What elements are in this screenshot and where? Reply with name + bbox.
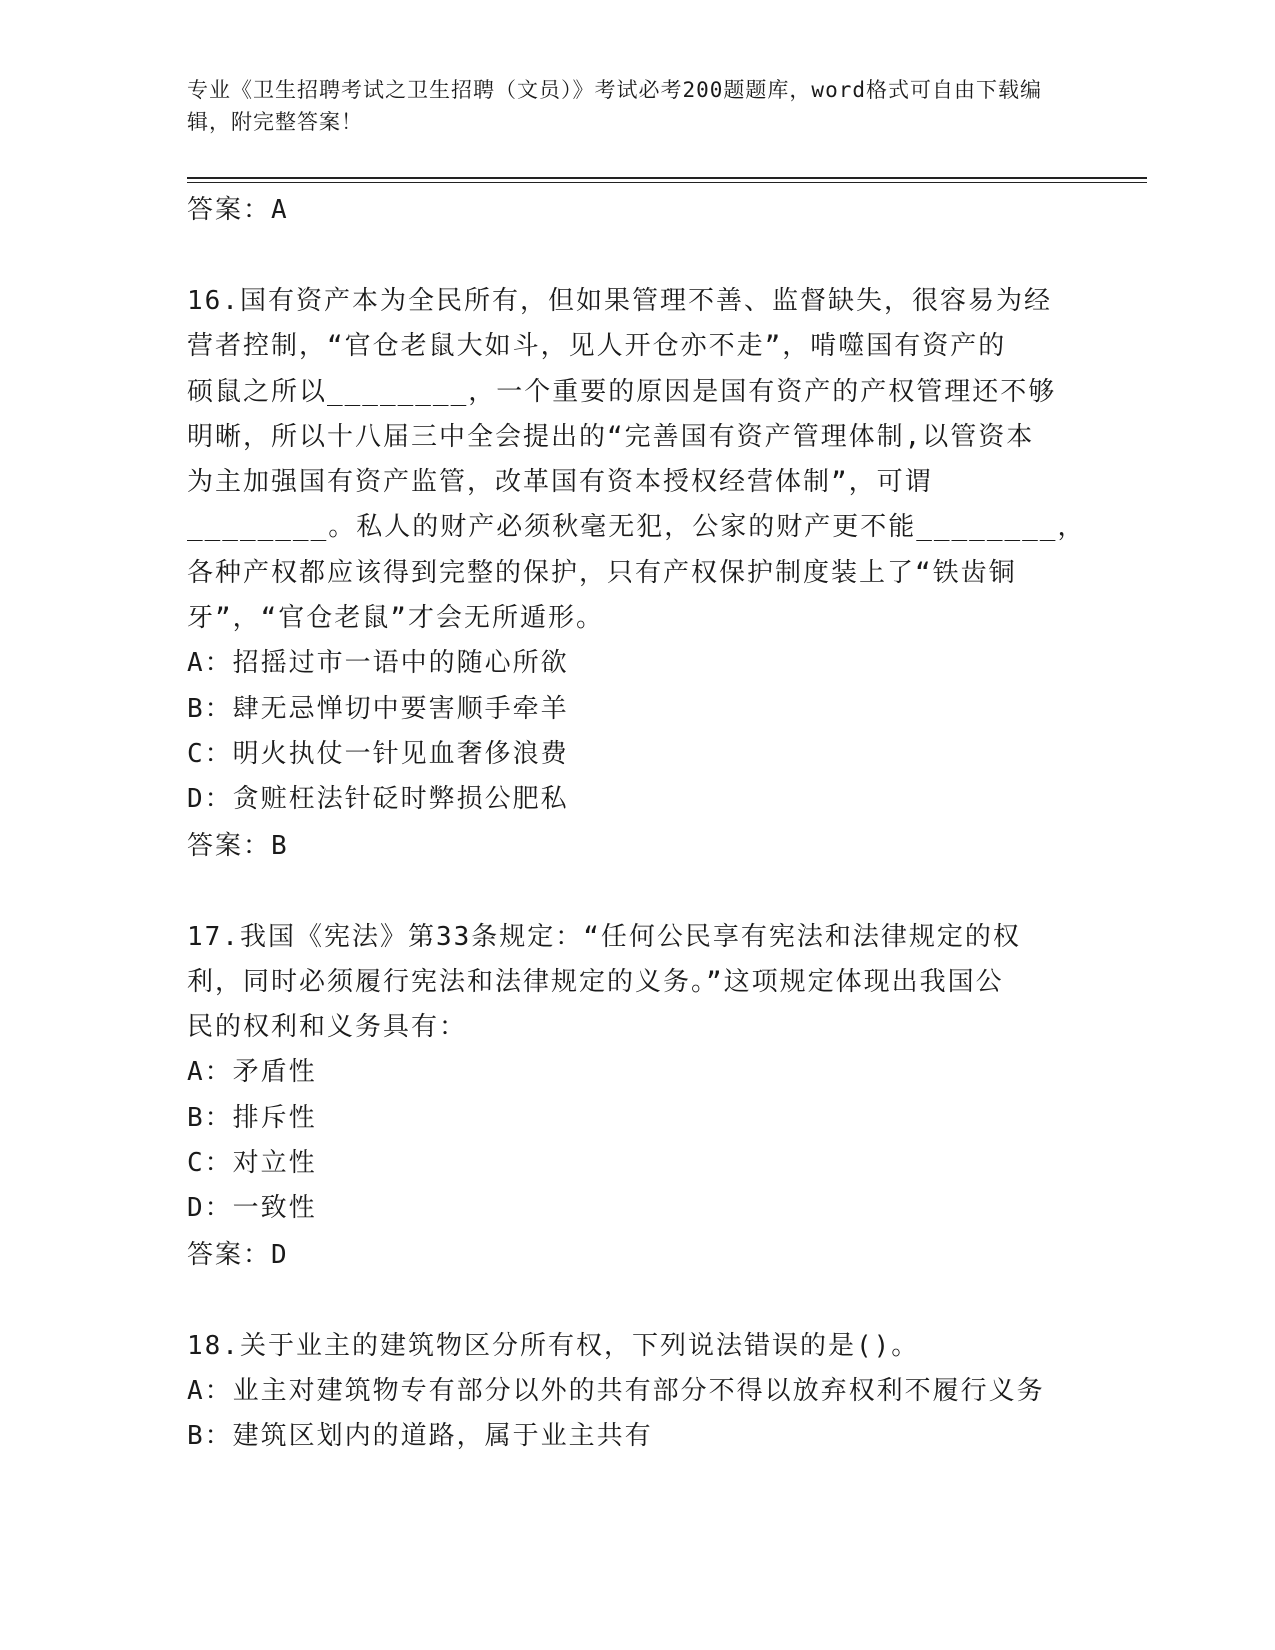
- answer-option: B：排斥性: [187, 1102, 317, 1133]
- question-line: 牙”，“官仓老鼠”才会无所遁形。: [187, 603, 604, 634]
- answer-option: A：矛盾性: [187, 1057, 317, 1088]
- question-stem: [187, 1324, 1087, 1369]
- document-header: [187, 74, 1067, 138]
- question-list: [187, 187, 1087, 1460]
- question-line: 各种产权都应该得到完整的保护，只有产权保护制度装上了“铁齿铜: [187, 557, 1017, 588]
- question-line: 明晰，所以十八届三中全会提出的“完善国有资产管理体制,以管资本: [187, 421, 1035, 452]
- question-line: 17.我国《宪法》第33条规定：“任何公民享有宪法和法律规定的权: [187, 921, 1021, 952]
- header-title: 专业《卫生招聘考试之卫生招聘（文员）》考试必考200题题库，word格式可自由下载编辑，附完整答案！: [187, 78, 1042, 134]
- question-line: 18.关于业主的建筑物区分所有权，下列说法错误的是()。: [187, 1330, 920, 1361]
- question-line: ________。私人的财产必须秋毫无犯，公家的财产更不能________，: [187, 512, 1086, 543]
- answer-option: C：对立性: [187, 1148, 317, 1179]
- question-line: 营者控制，“官仓老鼠大如斗，见人开仓亦不走”，啃噬国有资产的: [187, 331, 1007, 362]
- answer-option: A：招摇过市一语中的随心所欲: [187, 648, 569, 679]
- answer-option: D：一致性: [187, 1193, 317, 1224]
- block-spacer: [187, 233, 1087, 279]
- question-line: 利，同时必须履行宪法和法律规定的义务。”这项规定体现出我国公: [187, 966, 1004, 997]
- answer-option: D：贪赃枉法针砭时弊损公肥私: [187, 784, 569, 815]
- question-line: 硕鼠之所以________，一个重要的原因是国有资产的产权管理还不够: [187, 376, 1057, 407]
- answer-option: C：明火执仗一针见血奢侈浪费: [187, 738, 569, 769]
- answer-line: 答案：A: [187, 195, 289, 225]
- question-line: 为主加强国有资产监管，改革国有资本授权经营体制”，可谓: [187, 467, 933, 498]
- question-line: 16.国有资产本为全民所有，但如果管理不善、监督缺失，很容易为经: [187, 286, 1052, 316]
- answer-line: 答案：B: [187, 830, 289, 861]
- question-line: 民的权利和义务具有：: [187, 1012, 468, 1043]
- answer-line: 答案：D: [187, 1239, 289, 1270]
- block-spacer: [187, 869, 1087, 915]
- answer-option: A：业主对建筑物专有部分以外的共有部分不得以放弃权利不履行义务: [187, 1375, 1045, 1406]
- answer-option: B：建筑区划内的道路，属于业主共有: [187, 1421, 653, 1452]
- question-stem: [187, 915, 1087, 1051]
- answer-option: B：肆无忌惮切中要害顺手牵羊: [187, 693, 569, 724]
- question-stem: [187, 279, 1087, 641]
- header-divider-thin: [187, 182, 1147, 183]
- block-spacer: [187, 1278, 1087, 1324]
- header-divider-thick: [187, 177, 1147, 179]
